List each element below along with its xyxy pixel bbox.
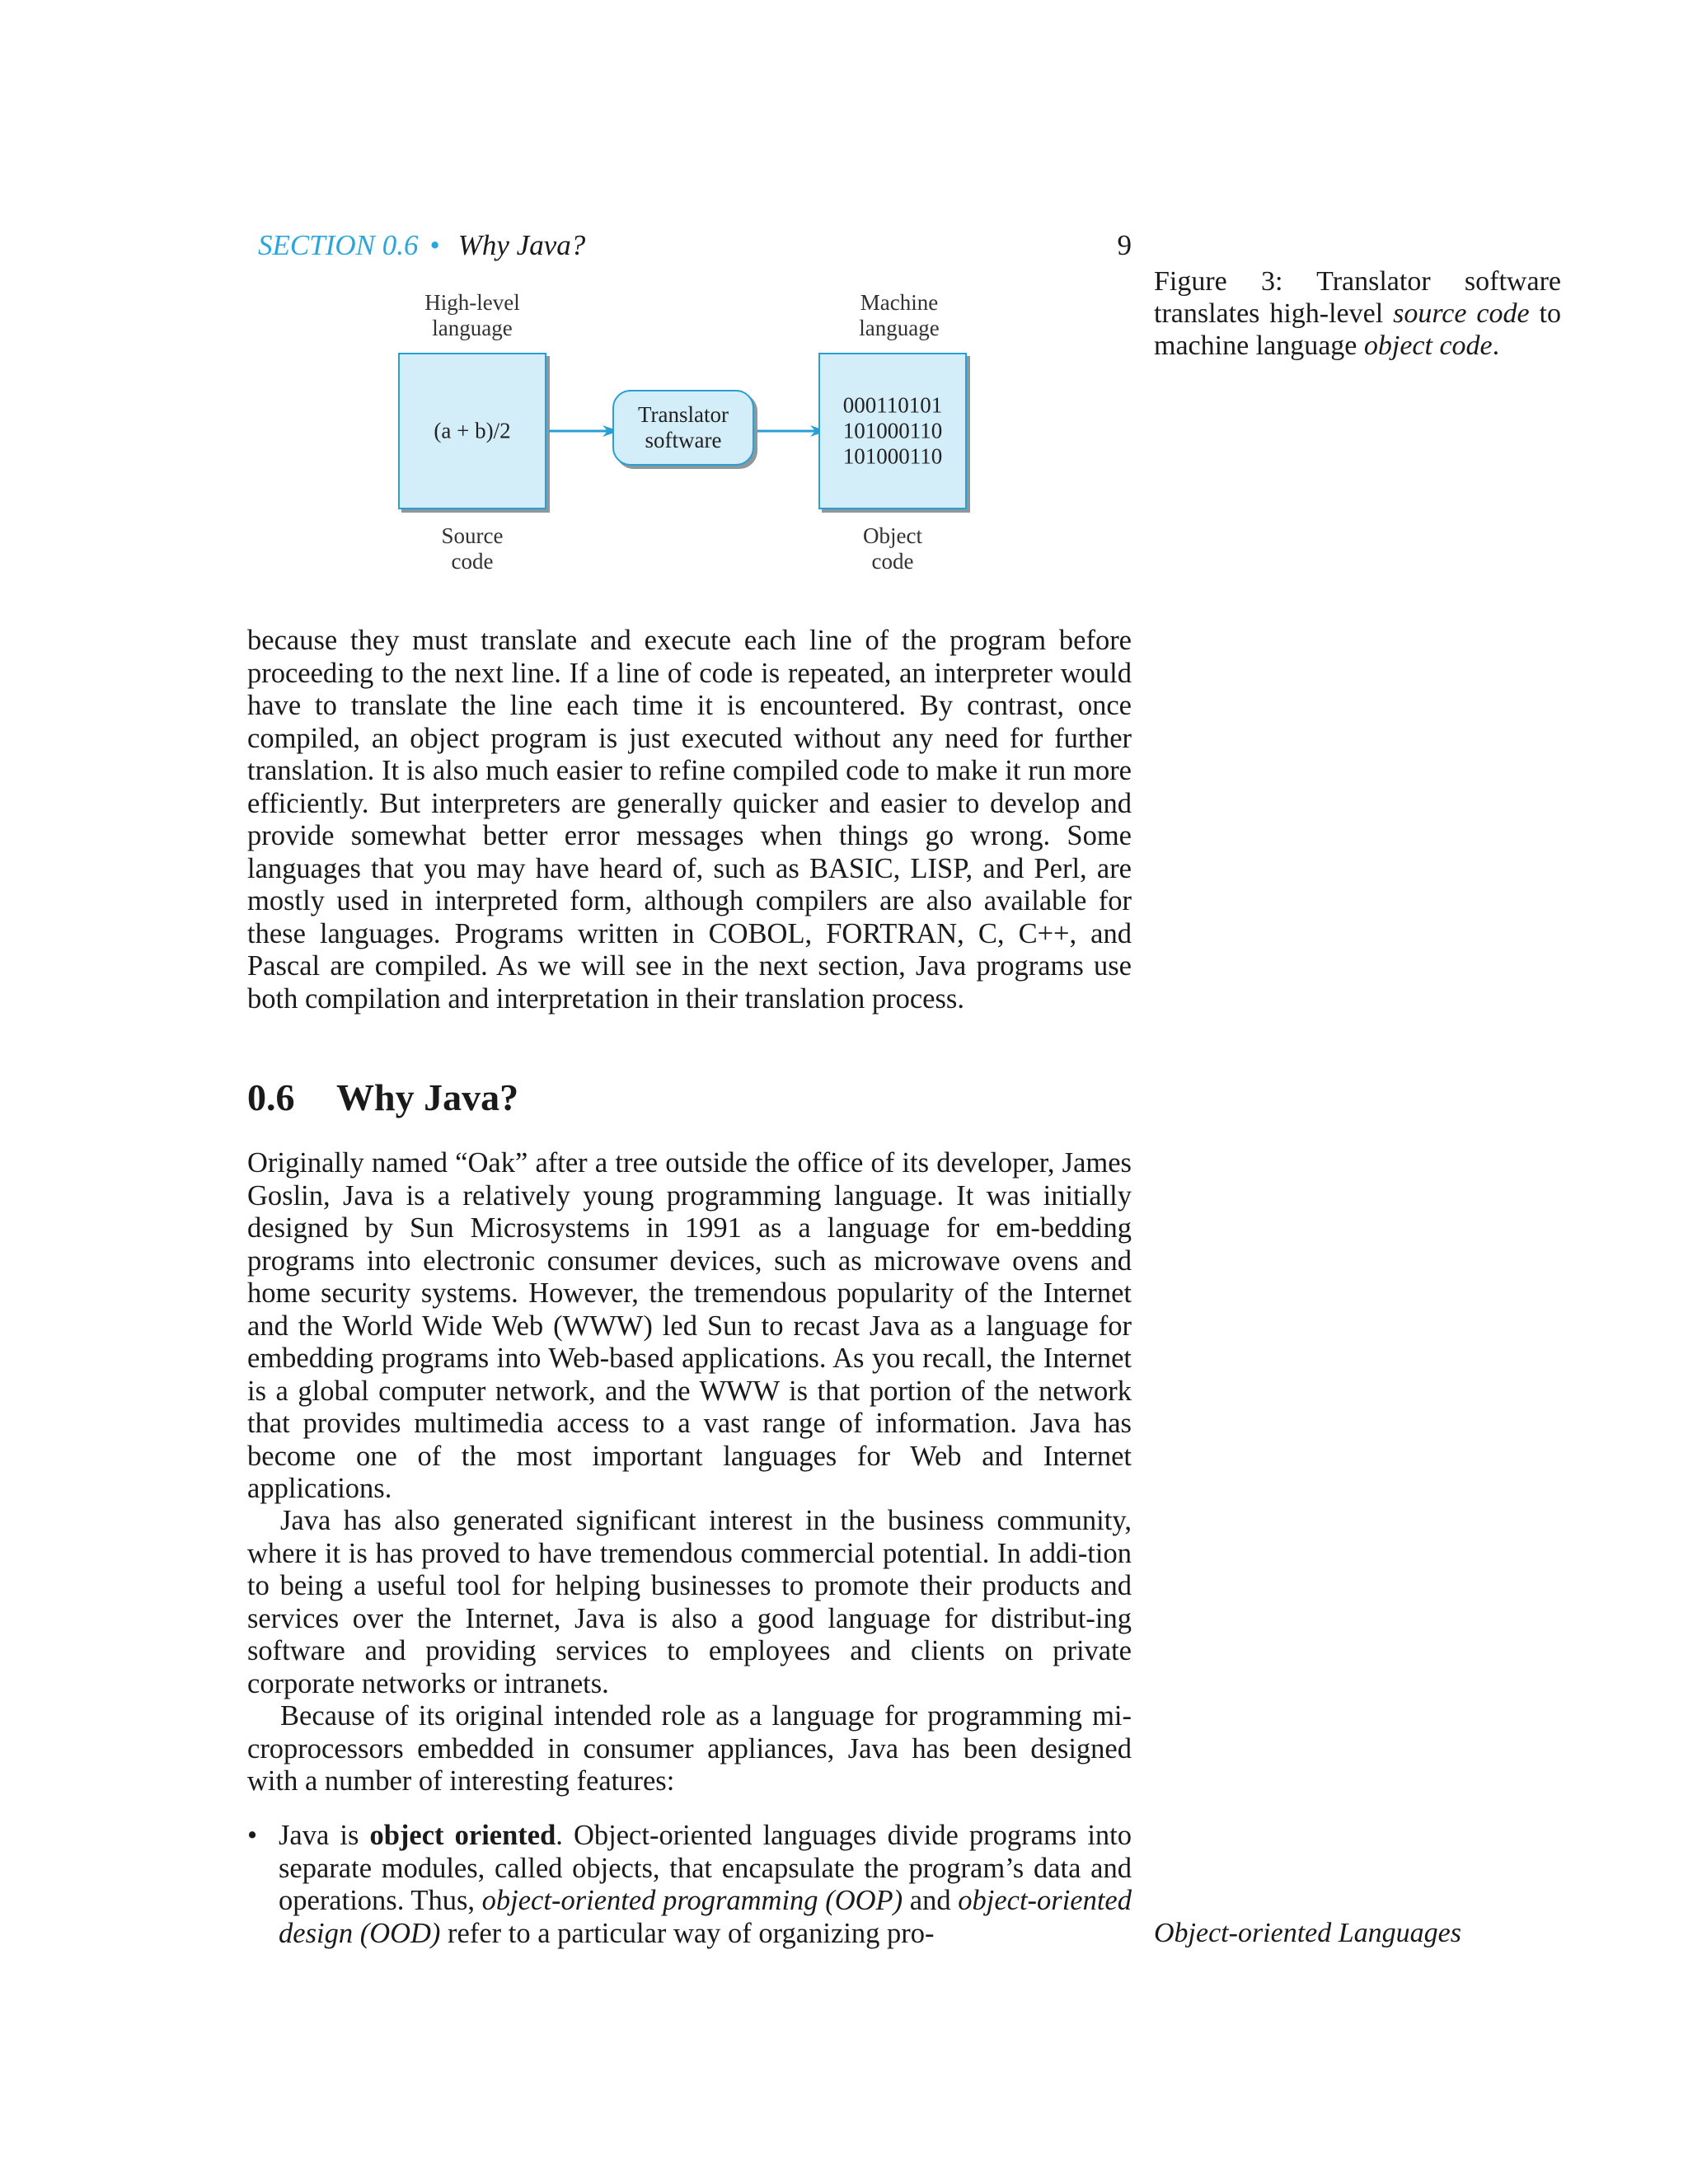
section-title: Why Java? — [457, 229, 586, 261]
high-level-language-label: High-level language — [424, 290, 520, 340]
paragraph-business: Java has also generated significant interest in the business community, where it is has proved to have tremendous commercial potential. In addi-tion to being a useful tool for helping businesses to promote their products and services over the Internet, Java is also a good language for distribut-ing software and providing services to employees and clients on private corporate networks or intranets. — [247, 1505, 1132, 1699]
section-label: SECTION 0.6 — [258, 229, 419, 261]
paragraph-interpreters: because they must translate and execute each line of the program before proceeding to the next line. If a line of code is repeated, an interpreter would have to translate the line each time it is encountered. By contrast, once compiled, an object program is just executed without any need for further translation. It is also much easier to refine compiled code to make it run more efficiently. But interpreters are generally quicker and easier to develop and provide somewhat better error messages when things go wrong. Some languages that you may have heard of, such as BASIC, LISP, and Perl, are mostly used in interpreted form, although compilers are also available for these languages. Programs written in COBOL, FORTRAN, C, C++, and Pascal are compiled. As we will see in the next section, Java programs use both compilation and interpretation in their translation process. — [247, 625, 1132, 1015]
bullet-separator: • — [429, 229, 440, 261]
object-code-box: 000110101 101000110 101000110 — [818, 353, 967, 509]
translator-figure — [258, 284, 1132, 581]
page-number: 9 — [1117, 229, 1132, 261]
bullet-object-oriented — [247, 1820, 1132, 1950]
source-code-label: Source code — [441, 523, 504, 574]
machine-language-label: Machine language — [859, 290, 940, 340]
bullet-text: Java is object oriented. Object-oriented languages divide programs into separate modules, called objects, that encapsulate the program’s data and operations. Thus, object-oriented programming (OOP) and object-oriented design (OOD) refer to a particular way of organizing pro- — [279, 1820, 1132, 1949]
heading-number: 0.6 — [247, 1076, 295, 1118]
object-code-label: Object code — [863, 523, 922, 574]
figure-caption: Figure 3: Translator software translates high-level source code to machine language object code. — [1154, 266, 1561, 361]
translator-software-box: Translator software — [612, 390, 754, 466]
margin-note-oop: Object-oriented Languages — [1154, 1918, 1461, 1948]
source-code-box: (a + b)/2 — [398, 353, 546, 509]
paragraph-oak: Originally named “Oak” after a tree outside the office of its developer, James Goslin, Java is a relatively young programming language. It was initially designed by Sun Microsystems in 1991 as a language for em-bedding programs into electronic consumer devices, such as microwave ovens and home security systems. However, the tremendous popularity of the Internet and the World Wide Web (WWW) led Sun to recast Java as a language for embedding programs into Web-based applications. As you recall, the Internet is a global computer network, and the WWW is that portion of the network that provides multimedia access to a vast range of information. Java has become one of the most important languages for Web and Internet applications. — [247, 1147, 1132, 1504]
bullet-mark: • — [247, 1820, 258, 1851]
section-heading — [247, 1076, 518, 1119]
running-header — [258, 229, 1132, 270]
paragraph-features: Because of its original intended role as a language for programming mi-croprocessors embedded in consumer appliances, Java has been designed with a number of interesting features: — [247, 1700, 1132, 1797]
heading-title: Why Java? — [336, 1076, 519, 1118]
